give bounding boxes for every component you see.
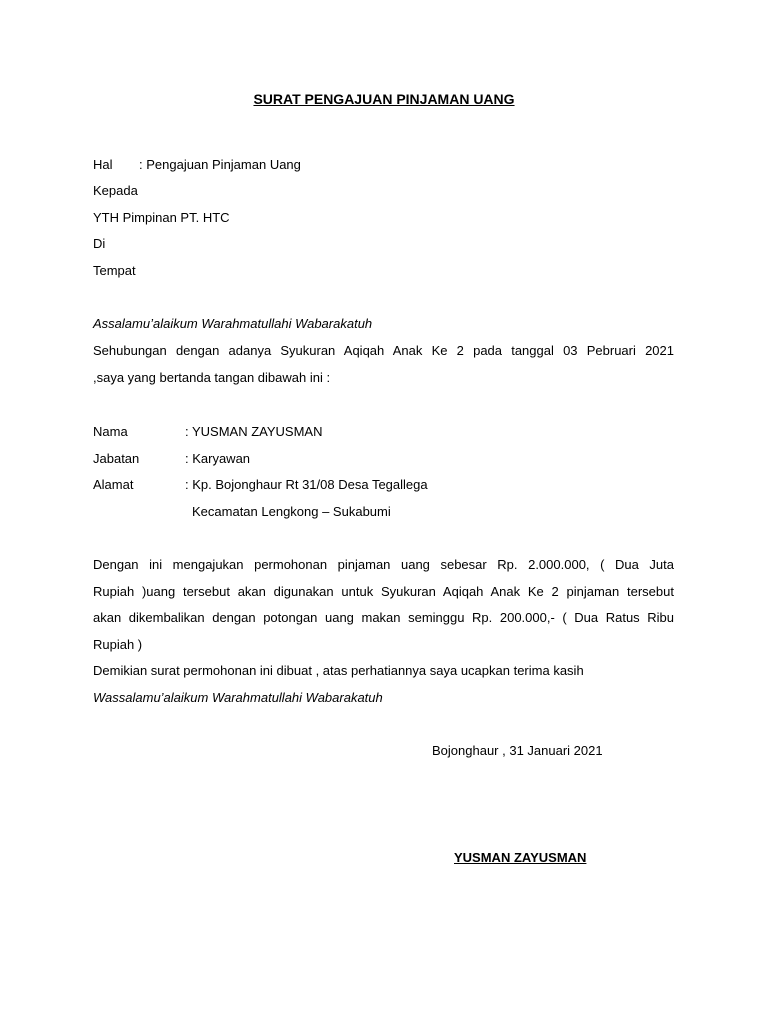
kepada-line: Kepada <box>93 183 138 198</box>
nama-value: : YUSMAN ZAYUSMAN <box>185 424 323 439</box>
body-line-3: akan dikembalikan dengan potongan uang makan seminggu Rp. 200.000,- ( Dua Ratus Ribu <box>93 610 674 625</box>
body-line-2: Rupiah )uang tersebut akan digunakan untuk Syukuran Aqiqah Anak Ke 2 pinjaman tersebut <box>93 584 674 599</box>
alamat-value: : Kp. Bojonghaur Rt 31/08 Desa Tegallega <box>185 477 428 492</box>
alamat-label: Alamat <box>93 477 134 492</box>
jabatan-value: : Karyawan <box>185 451 251 466</box>
alamat-value-2: Kecamatan Lengkong – Sukabumi <box>192 504 391 519</box>
hal-label: Hal <box>93 157 113 172</box>
intro-line-1: Sehubungan dengan adanya Syukuran Aqiqah Anak Ke 2 pada tanggal 03 Pebruari 2021 <box>93 343 674 358</box>
letter-title: SURAT PENGAJUAN PINJAMAN UANG <box>253 91 515 107</box>
intro-line-2: ,saya yang bertanda tangan dibawah ini : <box>93 370 331 385</box>
tempat-line: Tempat <box>93 263 136 278</box>
greeting-line: Assalamu’alaikum Warahmatullahi Wabarakatuh <box>93 316 373 331</box>
body-line-4: Rupiah ) <box>93 637 143 652</box>
di-line: Di <box>93 236 106 251</box>
nama-label: Nama <box>93 424 128 439</box>
signer-name: YUSMAN ZAYUSMAN <box>454 850 587 865</box>
hal-value: : Pengajuan Pinjaman Uang <box>139 157 301 172</box>
place-date: Bojonghaur , 31 Januari 2021 <box>432 743 603 758</box>
recipient-line: YTH Pimpinan PT. HTC <box>93 210 230 225</box>
jabatan-label: Jabatan <box>93 451 140 466</box>
closing-line: Demikian surat permohonan ini dibuat , atas perhatiannya saya ucapkan terima kasih <box>93 663 584 678</box>
body-line-1: Dengan ini mengajukan permohonan pinjaman uang sebesar Rp. 2.000.000, ( Dua Juta <box>93 557 674 572</box>
farewell-line: Wassalamu’alaikum Warahmatullahi Wabarakatuh <box>93 690 383 705</box>
